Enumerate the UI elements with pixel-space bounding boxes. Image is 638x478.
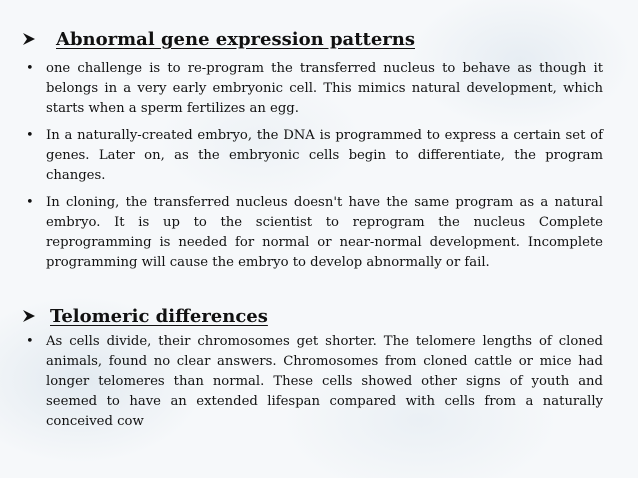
section-heading-telomeric	[22, 306, 268, 328]
arrowhead-bullet-icon	[22, 309, 36, 323]
bullet-text: As cells divide, their chromosomes get shorter. The telomere lengths of cloned animals, found no clear answers. Chromosomes from cloned cattle or mice had longer telomeres than normal. These cells showed other signs of youth and seemed to have an extended lifespan compared with cells from a naturally conceived cow	[46, 334, 603, 429]
section-heading-gene-expression	[22, 29, 415, 51]
round-bullet-icon: •	[26, 334, 34, 349]
section-heading-text: Abnormal gene expression patterns	[56, 29, 415, 50]
bullet-text: In cloning, the transferred nucleus doesn't have the same program as a natural embryo. It is up to the scientist to reprogram the nucleus Complete reprogramming is needed for normal or near-normal development. Incomplete programming will cause the embryo to develop abnormally or fail.	[46, 195, 603, 270]
bullet-text: one challenge is to re-program the transferred nucleus to behave as though it belongs in a very early embryonic cell. This mimics natural development, which starts when a sperm fertilizes an egg.	[46, 61, 603, 116]
round-bullet-icon: •	[26, 128, 34, 143]
round-bullet-icon: •	[26, 61, 34, 76]
bullet-text: In a naturally-created embryo, the DNA is programmed to express a certain set of genes. Later on, as the embryonic cells begin to differentiate, the program changes.	[46, 128, 603, 183]
section-heading-text: Telomeric differences	[50, 306, 268, 327]
round-bullet-icon: •	[26, 195, 34, 210]
arrowhead-bullet-icon	[22, 32, 36, 46]
